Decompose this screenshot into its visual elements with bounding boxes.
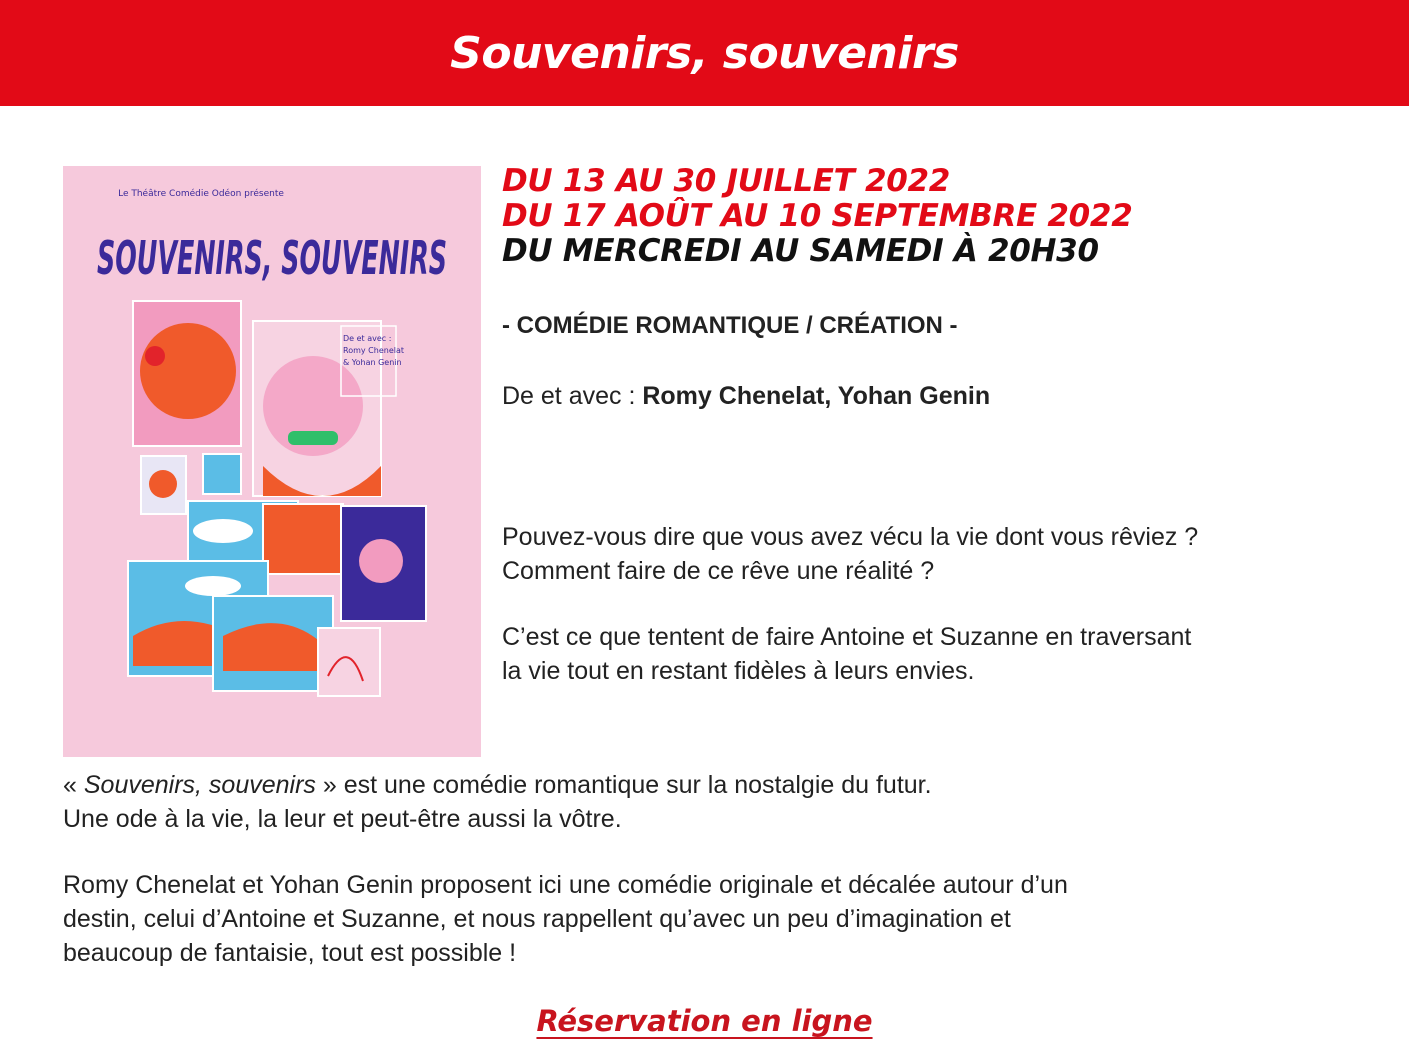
poster-presenter: Le Théâtre Comédie Odéon présente	[118, 189, 284, 199]
show-info	[502, 164, 1382, 411]
pitch-line: Pouvez-vous dire que vous avez vécu la vie dont vous rêviez ?	[502, 523, 1199, 551]
pitch-line: la vie tout en restant fidèles à leurs envies.	[502, 657, 975, 685]
dates-line-1: DU 13 AU 30 JUILLET 2022	[502, 163, 951, 199]
online-reservation-link[interactable]: Réservation en ligne	[536, 1004, 873, 1038]
pitch-paragraph-2	[502, 620, 1382, 688]
credits-line	[502, 382, 1382, 411]
poster-credits-3: & Yohan Genin	[343, 358, 402, 367]
dates-line-2: DU 17 AOÛT AU 10 SEPTEMBRE 2022	[502, 198, 1133, 234]
show-poster	[63, 166, 481, 757]
description-text: destin, celui d’Antoine et Suzanne, et nous rappellent qu’avec un peu d’imagination et	[63, 905, 1011, 933]
show-title-italic: Souvenirs, souvenirs	[83, 771, 316, 799]
show-pitch	[502, 520, 1382, 688]
description-text: Une ode à la vie, la leur et peut-être aussi la vôtre.	[63, 805, 622, 833]
credits-label: De et avec :	[502, 382, 643, 410]
description-text: beaucoup de fantaisie, tout est possible !	[63, 939, 517, 967]
pitch-line: Comment faire de ce rêve une réalité ?	[502, 557, 935, 585]
quote-open: «	[63, 771, 84, 799]
poster-credits-1: De et avec :	[343, 334, 392, 343]
genre-label: - COMÉDIE ROMANTIQUE / CRÉATION -	[502, 312, 958, 339]
poster-title: SOUVENIRS, SOUVENIRS	[97, 231, 447, 285]
show-dates	[502, 164, 1382, 269]
page-header	[0, 0, 1409, 106]
description-paragraph-1	[63, 768, 1363, 836]
pitch-line: C’est ce que tentent de faire Antoine et Suzanne en traversant	[502, 623, 1192, 651]
poster-credits-2: Romy Chenelat	[343, 346, 404, 355]
poster-illustration	[63, 166, 481, 757]
reservation-container	[0, 1004, 1409, 1038]
credits-names: Romy Chenelat, Yohan Genin	[642, 382, 991, 410]
schedule-line: DU MERCREDI AU SAMEDI À 20H30	[502, 233, 1099, 269]
description-text: Romy Chenelat et Yohan Genin proposent ici une comédie originale et décalée autour d’un	[63, 871, 1068, 899]
description-text: » est une comédie romantique sur la nostalgie du futur.	[315, 771, 932, 799]
description-paragraph-2	[63, 868, 1363, 970]
show-description	[63, 768, 1363, 970]
page-title: Souvenirs, souvenirs	[450, 27, 959, 79]
pitch-paragraph-1	[502, 520, 1382, 588]
